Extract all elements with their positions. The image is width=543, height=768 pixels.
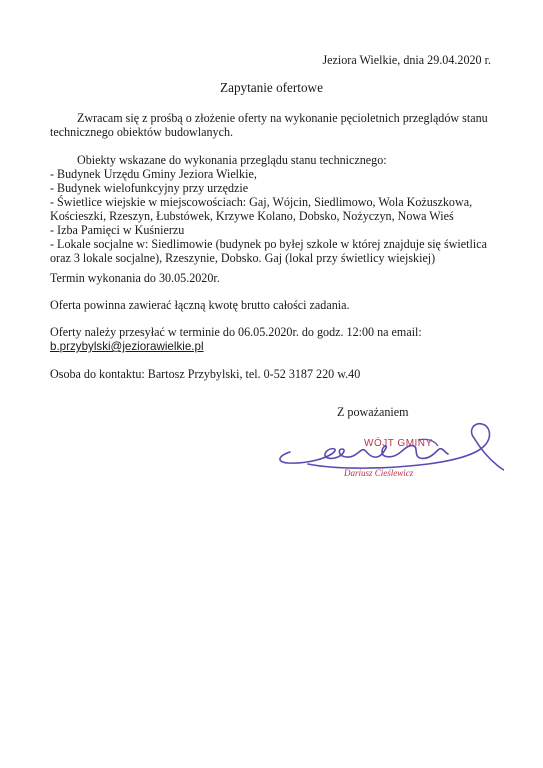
deadline-line: Termin wykonania do 30.05.2020r. [50,271,220,285]
object-line: - Izba Pamięci w Kuśnierzu [50,223,185,237]
object-line: - Budynek wielofunkcyjny przy urzędzie [50,181,249,195]
objects-heading: Obiekty wskazane do wykonania przeglądu stanu technicznego: [77,153,387,167]
submission-line: Oferty należy przesyłać w terminie do 06.05.2020r. do godz. 12:00 na email: [50,325,422,339]
intro-line-1: Zwracam się z prośbą o złożenie oferty na wykonanie pęcioletnich przeglądów stanu [77,111,488,125]
stamp-name: Dariusz Cieślewicz [344,468,414,478]
intro-line-2: technicznego obiektów budowlanych. [50,125,234,139]
stamp-title: WÓJT GMINY [364,438,433,449]
email-link[interactable]: b.przybylski@jeziorawielkie.pl [50,340,204,353]
object-line: - Lokale socjalne w: Siedlimowie (budynek po byłej szkole w której znajduje się świetlica [50,237,487,251]
object-line: - Budynek Urzędu Gminy Jeziora Wielkie, [50,167,257,181]
contact-line: Osoba do kontaktu: Bartosz Przybylski, tel. 0-52 3187 220 w.40 [50,367,361,381]
document-title: Zapytanie ofertowe [220,80,323,95]
closing-text: Z poważaniem [337,405,409,419]
offer-note: Oferta powinna zawierać łączną kwotę brutto całości zadania. [50,298,350,312]
date-line: Jeziora Wielkie, dnia 29.04.2020 r. [322,53,491,67]
object-line: oraz 3 lokale socjalne), Rzeszynie, Dobsko. Gaj (lokal przy świetlicy wiejskiej) [50,251,436,265]
signature-stamp [268,414,504,494]
object-line: Kościeszki, Rzeszyn, Łubstówek, Krzywe Kolano, Dobsko, Nożyczyn, Nowa Wieś [50,209,454,223]
object-line: - Świetlice wiejskie w miejscowościach: Gaj, Wójcin, Siedlimowo, Wola Kożuszkowa, [50,195,473,209]
